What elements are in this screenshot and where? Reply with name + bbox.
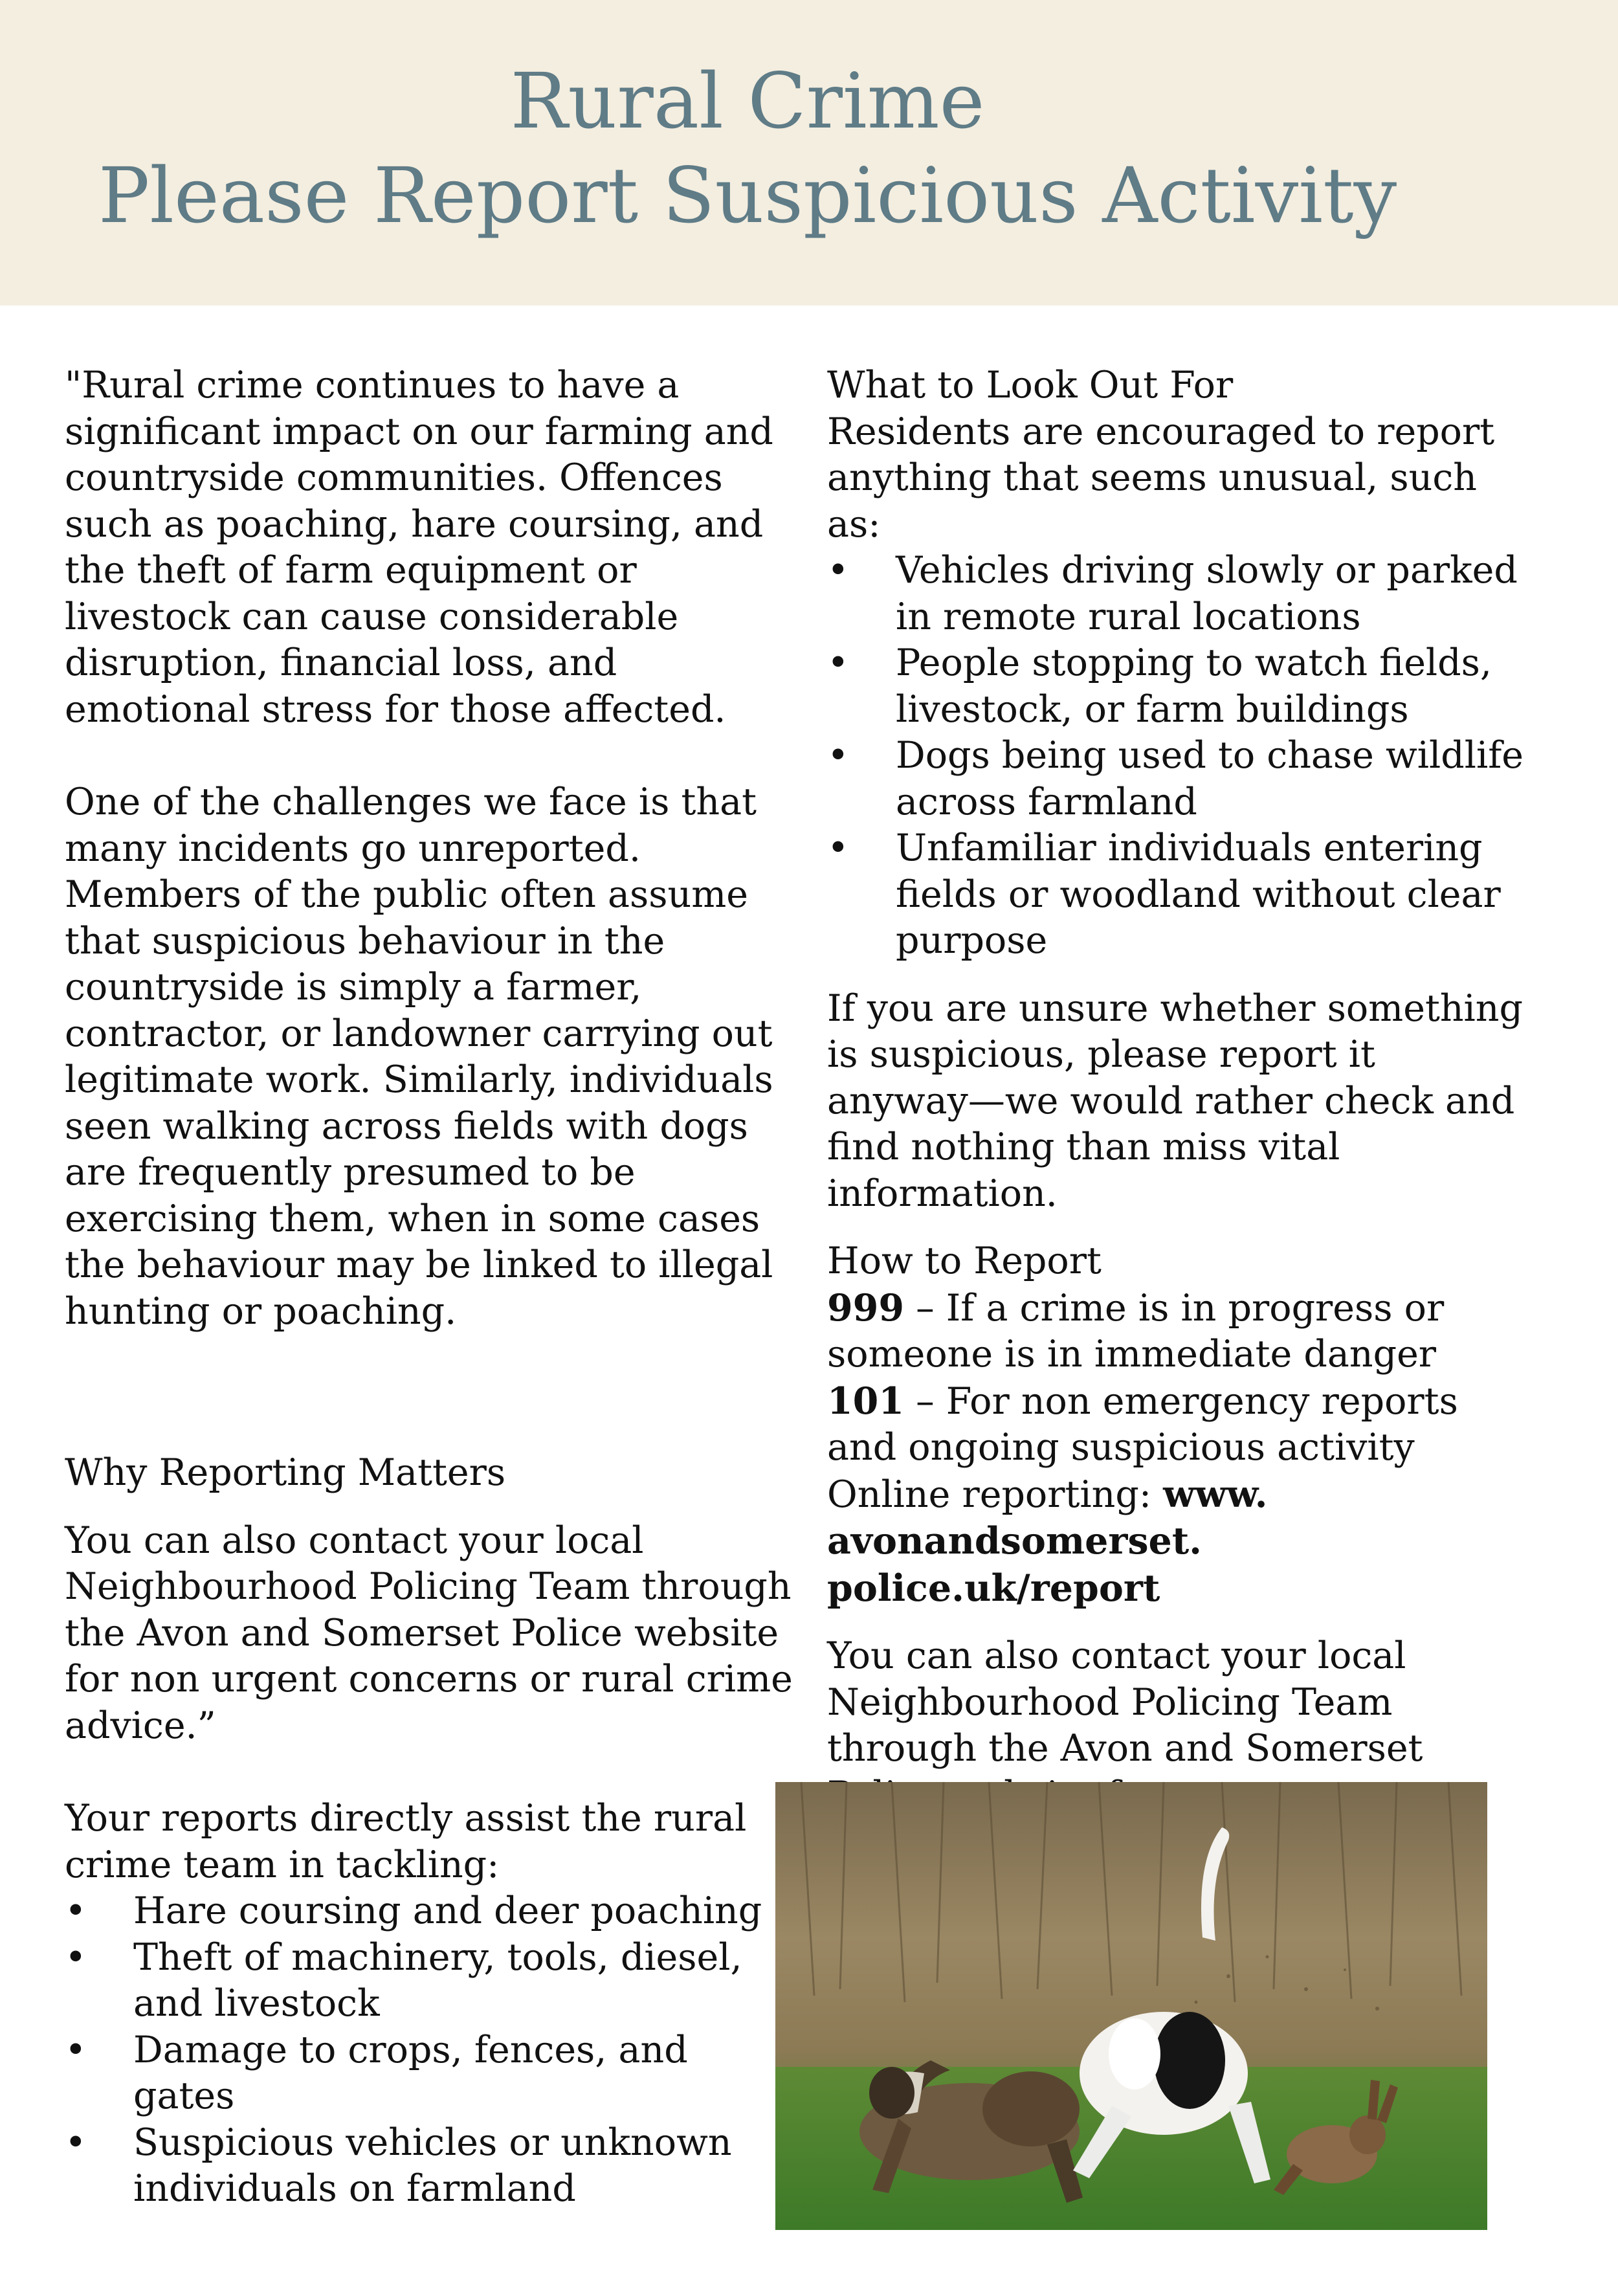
how-to-report-heading: How to Report bbox=[827, 1240, 1102, 1282]
intro-paragraph: "Rural crime continues to have a significant impact on our farming and countryside communities. Offences such as poaching, hare coursing, and the theft of farm equipment or livestock can cause considerable disruption, financial loss, and emotional stress for those affected. bbox=[65, 364, 773, 731]
tackling-list bbox=[65, 1888, 796, 2212]
nonemergency-line: 101 – For non emergency reports and ongoing suspicious activity Online reporting: www. avonandsomerset. police.uk/report bbox=[827, 1379, 1458, 1610]
bullet-icon: • bbox=[827, 827, 849, 869]
list-item: • Theft of machinery, tools, diesel, and livestock bbox=[65, 1935, 742, 2025]
header-banner bbox=[0, 0, 1618, 306]
nonemergency-number: 101 bbox=[827, 1379, 904, 1423]
unsure-paragraph: If you are unsure whether something is suspicious, please report it anyway—we would rather check and find nothing than miss vital information. bbox=[827, 986, 1523, 1215]
bullet-icon: • bbox=[827, 641, 849, 684]
list-item: • Vehicles driving slowly or parked in remote rural locations bbox=[827, 549, 1518, 638]
right-column bbox=[827, 362, 1526, 1865]
list-item: • Hare coursing and deer poaching bbox=[65, 1888, 796, 1935]
list-item: • Damage to crops, fences, and gates bbox=[65, 2028, 688, 2117]
contact-paragraph: You can also contact your local Neighbourhood Policing Team through the Avon and Somerset bbox=[827, 1634, 1423, 1770]
bullet-icon: • bbox=[827, 734, 849, 777]
bullet-icon: • bbox=[827, 549, 849, 592]
bullet-icon: • bbox=[65, 1889, 87, 1932]
emergency-line: 999 – If a crime is in progress or someone is in immediate danger bbox=[827, 1286, 1445, 1376]
list-item: • Dogs being used to chase wildlife across farmland bbox=[827, 734, 1524, 823]
page-title: Rural Crime bbox=[510, 56, 985, 146]
reports-paragraph: Your reports directly assist the rural crime team in tackling: bbox=[65, 1797, 747, 1886]
hare-coursing-photo bbox=[775, 1782, 1487, 2230]
list-item: • Unfamiliar individuals entering fields or woodland without clear purpose bbox=[827, 827, 1501, 962]
bullet-icon: • bbox=[65, 1935, 87, 1979]
lookout-list bbox=[827, 548, 1526, 964]
emergency-number: 999 bbox=[827, 1286, 904, 1330]
why-reporting-heading: Why Reporting Matters bbox=[65, 1451, 506, 1494]
challenges-paragraph: One of the challenges we face is that many incidents go unreported. Members of the public often assume that suspicious behaviour in the countryside is simply a farmer, contractor, or landowner carrying out legitimate work. Similarly, individuals seen walking across fields with dogs are frequently presumed to be exercising them, when in some cases the behaviour may be linked to illegal hunting or poaching. bbox=[65, 781, 773, 1333]
bullet-icon: • bbox=[65, 2028, 87, 2071]
list-item: • People stopping to watch fields, livestock, or farm buildings bbox=[827, 641, 1492, 731]
bullet-icon: • bbox=[65, 2121, 87, 2164]
report-url-link[interactable]: www. avonandsomerset. police.uk/report bbox=[827, 1472, 1268, 1610]
left-column bbox=[65, 362, 796, 2212]
list-item: • Suspicious vehicles or unknown individuals on farmland bbox=[65, 2121, 732, 2210]
lookout-intro: Residents are encouraged to report anything that seems unusual, such as: bbox=[827, 410, 1495, 546]
lookout-heading: What to Look Out For bbox=[827, 364, 1234, 407]
why-reporting-paragraph: You can also contact your local Neighbourhood Policing Team through the Avon and Somerset Police website for non urgent concerns or rural crime advice.” bbox=[65, 1519, 793, 1747]
page-subtitle: Please Report Suspicious Activity bbox=[98, 151, 1397, 240]
